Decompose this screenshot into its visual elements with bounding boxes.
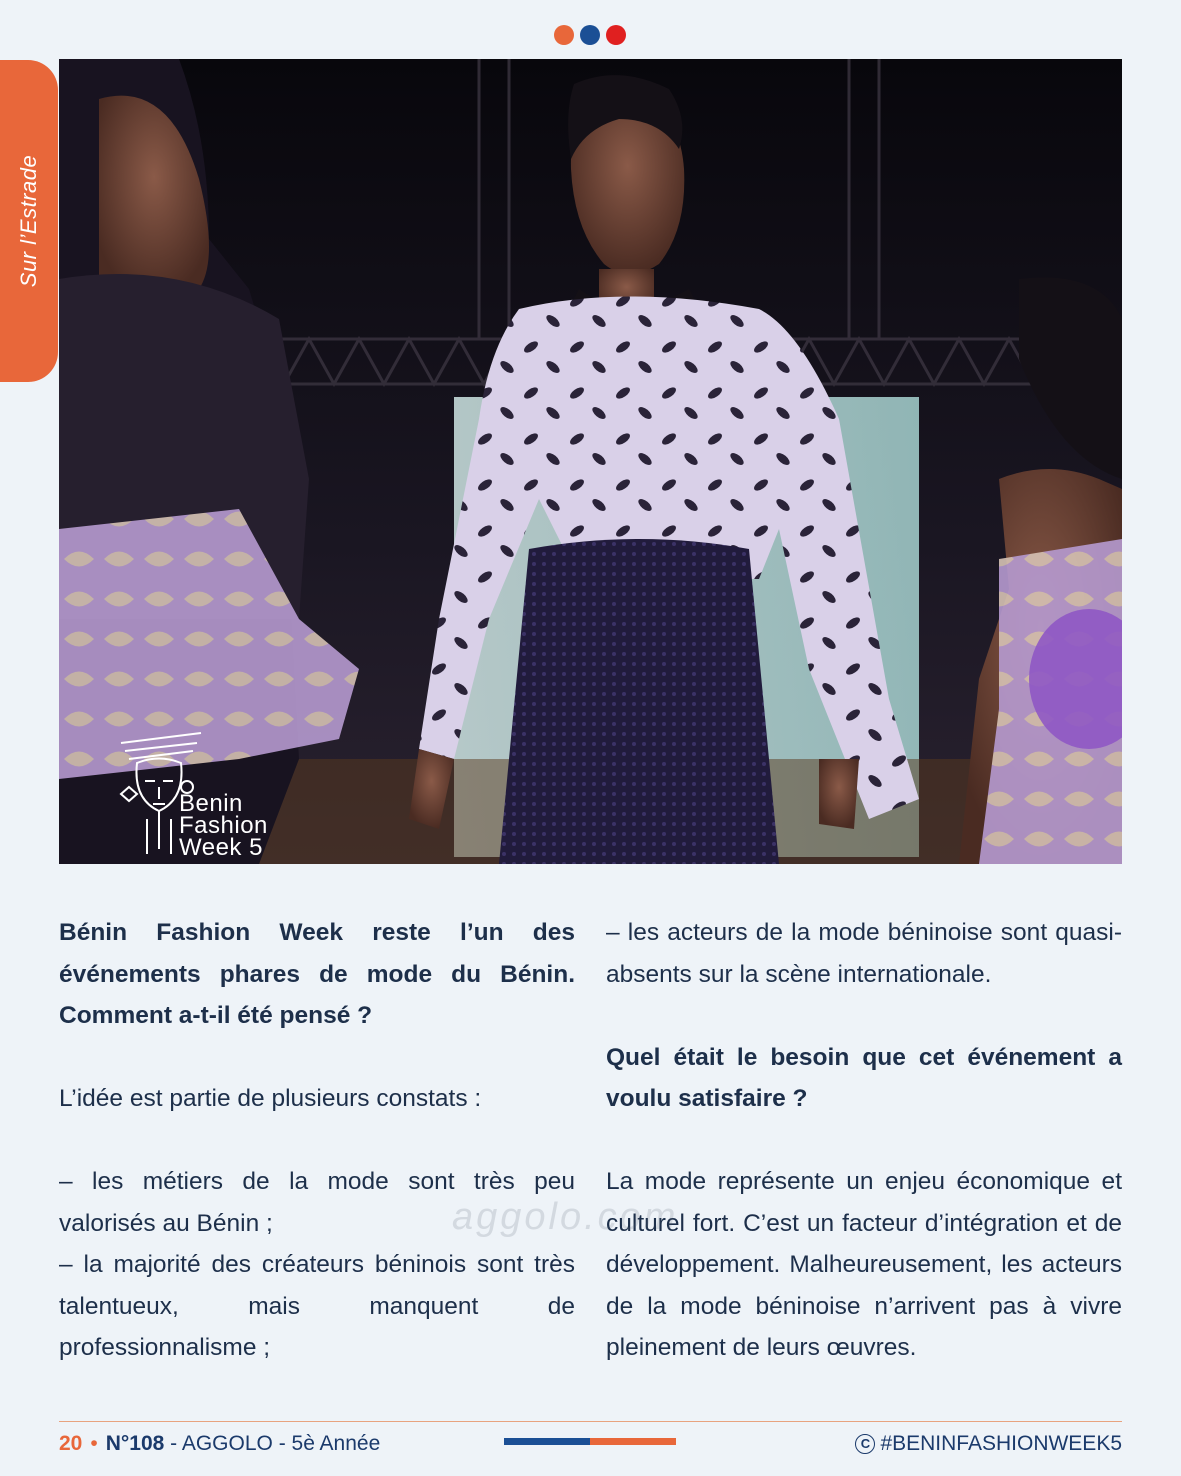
answer-intro: L’idée est partie de plusieurs constats : — [59, 1085, 482, 1112]
left-column — [59, 912, 575, 1369]
watermark: aggolo.com — [452, 1196, 679, 1238]
right-column — [606, 912, 1122, 1369]
footer-divider — [59, 1421, 1122, 1422]
answer-point-3: – les acteurs de la mode béninoise sont quasi-absents sur la scène internationale. — [606, 919, 1122, 988]
interview-question-2: Quel était le besoin que cet événement a voulu satisfaire ? — [606, 1043, 1122, 1112]
footer-issue-info — [59, 1428, 380, 1460]
page-number: 20 — [59, 1432, 83, 1455]
logo-line-3: Week 5 — [179, 834, 263, 861]
hashtag-text: #BENINFASHIONWEEK5 — [880, 1432, 1122, 1455]
answer-point-1: – les métiers de la mode sont très peu valorisés au Bénin ; — [59, 1168, 575, 1237]
header-dot-orange — [554, 25, 574, 45]
footer-accent-bar — [504, 1438, 676, 1445]
logo-line-2: Fashion — [179, 812, 268, 839]
interview-question-1: Bénin Fashion Week reste l’un des événements phares de mode du Bénin. Comment a-t-il été pensé ? — [59, 919, 575, 1029]
section-tab — [0, 60, 58, 382]
answer-point-2: – la majorité des créateurs béninois sont très talentueux, mais manquent de professionnalisme ; — [59, 1251, 575, 1361]
answer-paragraph: La mode représente un enjeu économique et culturel fort. C’est un facteur d’intégration et de développement. Malheureusement, les acteurs de la mode béninoise n’arrivent pas à vivre pleinement de leurs œuvres. — [606, 1168, 1122, 1361]
footer-bar-orange — [590, 1438, 676, 1445]
header-dot-blue — [580, 25, 600, 45]
footer-hashtag — [855, 1428, 1122, 1460]
header-dots — [554, 25, 626, 45]
logo-line-1: Benin — [179, 790, 243, 817]
issue-number: N°108 — [105, 1432, 165, 1455]
publication-name: - AGGOLO - 5è Année — [164, 1432, 381, 1455]
footer-bullet: • — [90, 1432, 98, 1455]
runway-photo — [59, 59, 1122, 864]
runway-photo-illustration — [59, 59, 1122, 864]
copyright-icon: C — [855, 1434, 875, 1454]
header-dot-red — [606, 25, 626, 45]
footer-bar-blue — [504, 1438, 590, 1445]
section-tab-label: Sur l’Estrade — [16, 154, 41, 288]
